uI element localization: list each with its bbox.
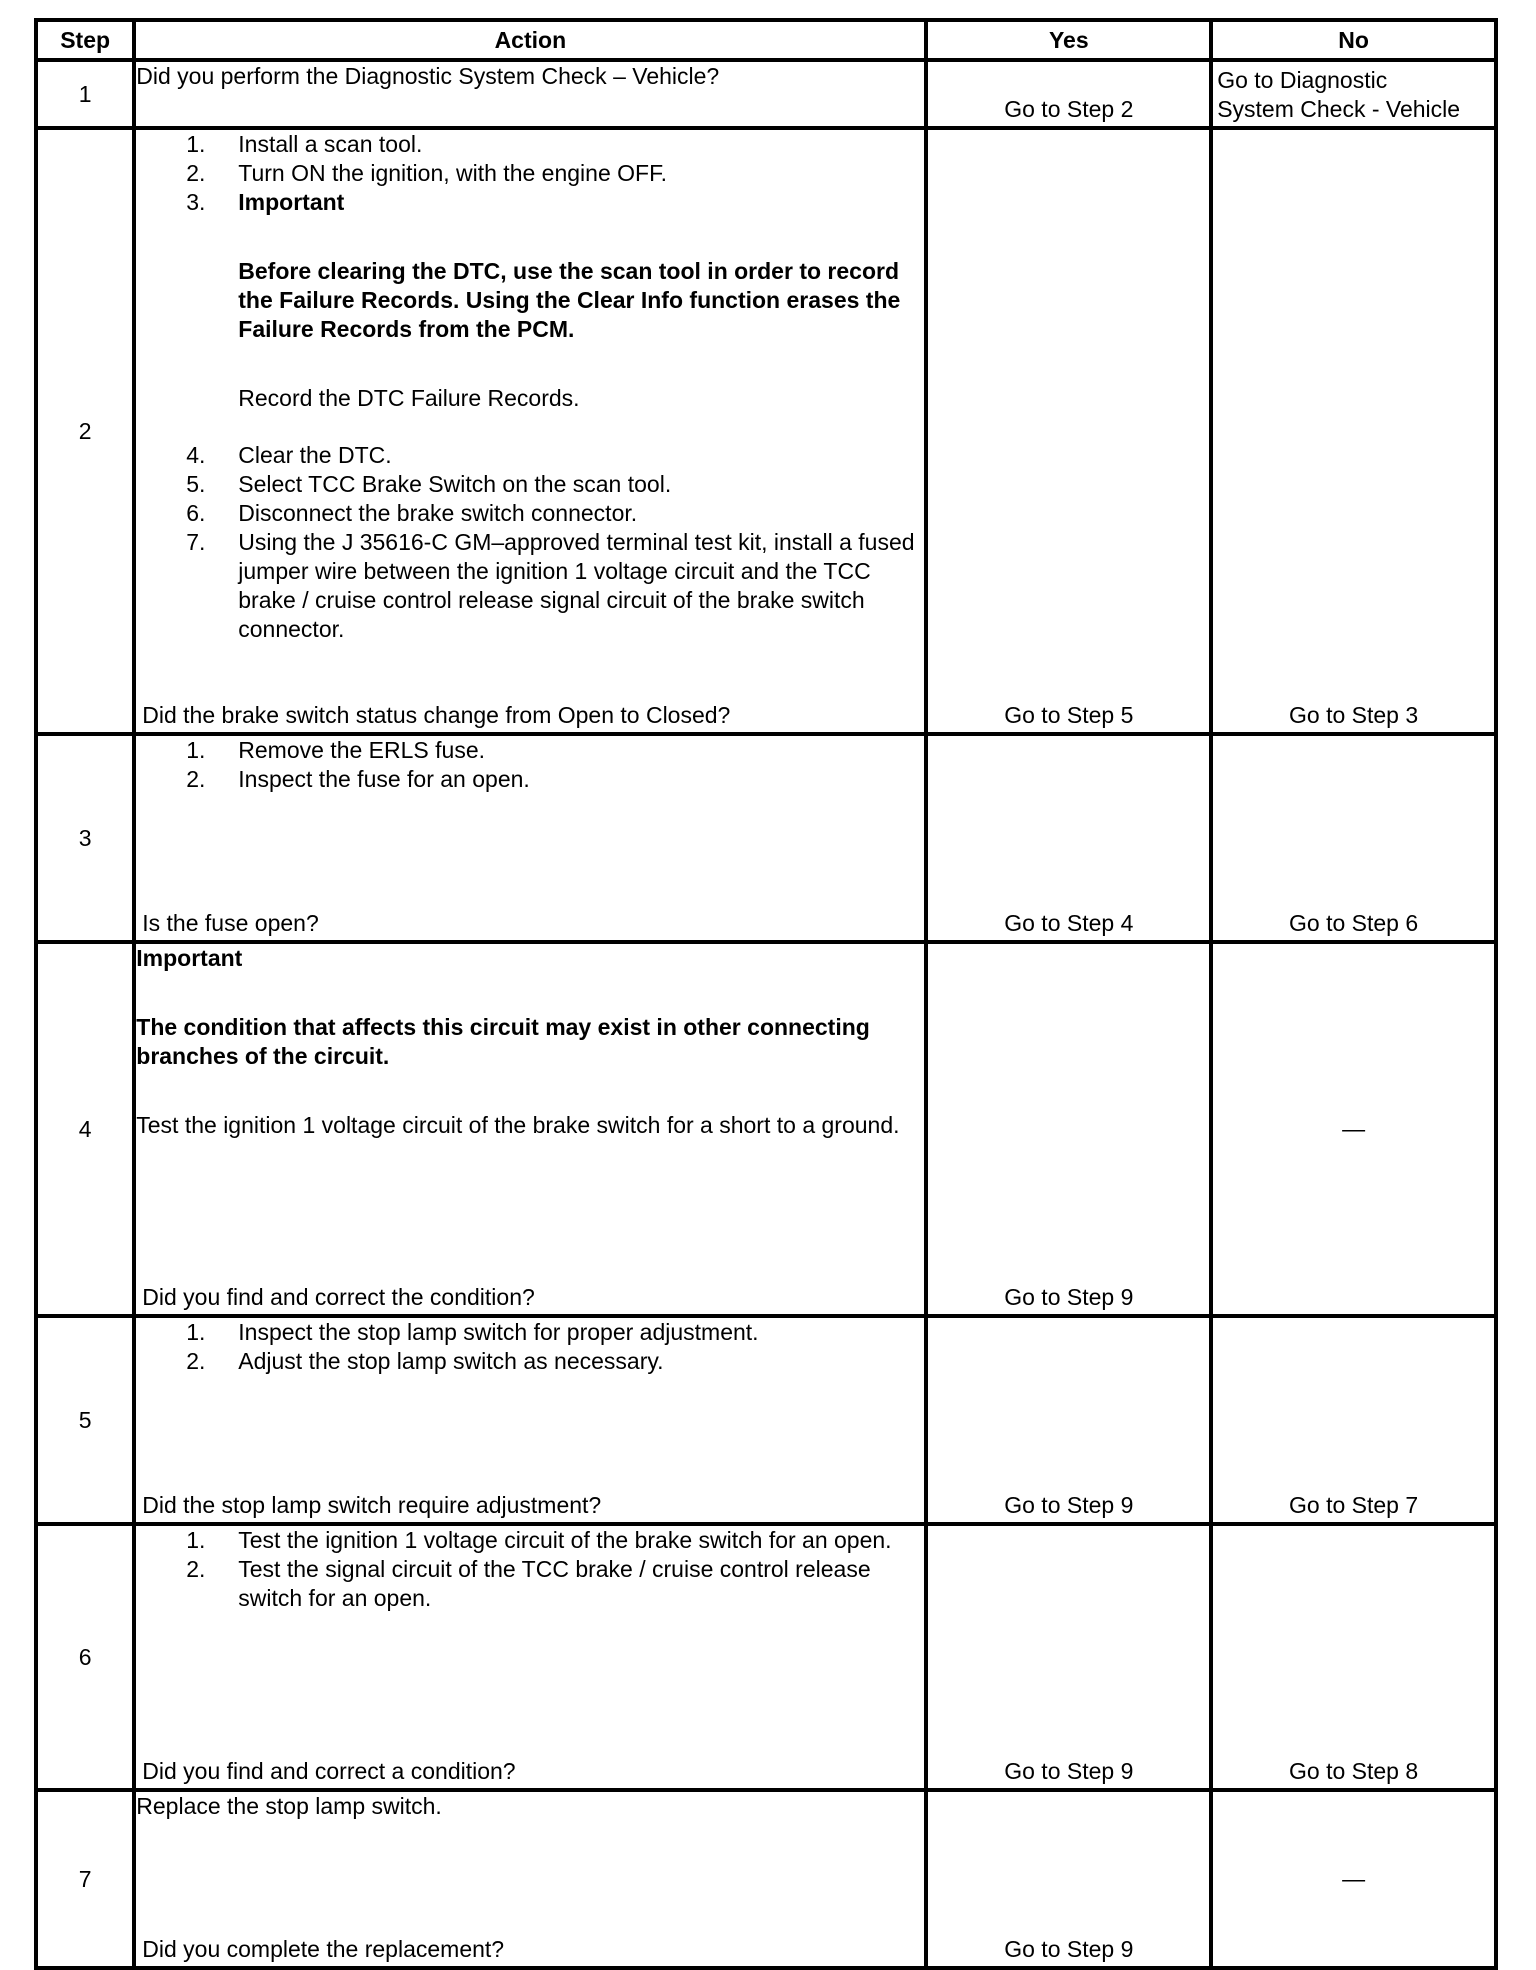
- yes-answer: Go to Step 9: [1004, 1284, 1134, 1310]
- action-cell: [134, 1524, 926, 1790]
- no-cell: [1211, 734, 1496, 942]
- list-number: 7.: [186, 529, 206, 555]
- list-item: [136, 1555, 924, 1613]
- list-number: 2.: [186, 766, 206, 792]
- list-item: [136, 441, 924, 470]
- action-question: Did you perform the Diagnostic System Check – Vehicle?: [136, 63, 720, 89]
- important-text: Before clearing the DTC, use the scan tool in order to record the Failure Records. Using the Clear Info function erases the Failure Records from the PCM.: [238, 258, 901, 342]
- header-step: Step: [36, 20, 134, 60]
- yes-answer: Go to Step 9: [1004, 1936, 1134, 1962]
- list-number: 5.: [186, 471, 206, 497]
- list-item: [136, 499, 924, 528]
- list-item: [136, 159, 924, 188]
- yes-answer: Go to Step 5: [1004, 702, 1134, 728]
- header-no: No: [1211, 20, 1496, 60]
- list-number: 1.: [186, 737, 206, 763]
- no-cell: [1211, 1316, 1496, 1524]
- action-body: Replace the stop lamp switch.: [136, 1793, 442, 1819]
- action-list: [136, 441, 924, 644]
- step-number: 2: [36, 128, 134, 734]
- no-answer-line2: System Check - Vehicle: [1217, 96, 1461, 122]
- yes-cell: [926, 128, 1211, 734]
- step-number: 6: [36, 1524, 134, 1790]
- no-answer: [1217, 66, 1460, 124]
- table-row: [36, 734, 1496, 942]
- list-item: [136, 1347, 924, 1376]
- list-text: Test the signal circuit of the TCC brake / cruise control release switch for an open.: [238, 1556, 871, 1611]
- header-action: Action: [134, 20, 926, 60]
- yes-cell: [926, 1790, 1211, 1968]
- list-text: Using the J 35616-C GM–approved terminal test kit, install a fused jumper wire between the ignition 1 voltage circuit and the TCC brake / cruise control release signal circuit of the brake switch connector.: [238, 529, 915, 642]
- action-question: Did the stop lamp switch require adjustment?: [142, 1492, 602, 1518]
- list-text: Inspect the fuse for an open.: [238, 766, 530, 792]
- list-number: 3.: [186, 189, 206, 215]
- action-question: Did you find and correct the condition?: [142, 1284, 535, 1310]
- action-cell: [134, 942, 926, 1316]
- yes-cell: [926, 1524, 1211, 1790]
- list-item: [136, 765, 924, 794]
- step-number: 4: [36, 942, 134, 1316]
- list-item: [136, 470, 924, 499]
- step-number: 3: [36, 734, 134, 942]
- list-text: Remove the ERLS fuse.: [238, 737, 485, 763]
- no-cell: [1211, 1524, 1496, 1790]
- table-row: [36, 942, 1496, 1316]
- no-cell: [1211, 128, 1496, 734]
- yes-answer: Go to Step 9: [1004, 1492, 1134, 1518]
- table-row: [36, 1316, 1496, 1524]
- yes-cell: [926, 734, 1211, 942]
- no-cell: [1211, 60, 1496, 128]
- step-number: 7: [36, 1790, 134, 1968]
- yes-cell: [926, 942, 1211, 1316]
- list-text: Inspect the stop lamp switch for proper adjustment.: [238, 1319, 759, 1345]
- no-answer: —: [1342, 1865, 1366, 1892]
- important-label: Important: [136, 945, 243, 971]
- action-cell: [134, 734, 926, 942]
- table-row: [36, 60, 1496, 128]
- table-row: [36, 1790, 1496, 1968]
- action-cell: [134, 60, 926, 128]
- yes-answer: Go to Step 4: [1004, 910, 1134, 936]
- list-text: Install a scan tool.: [238, 131, 423, 157]
- header-row: [36, 20, 1496, 60]
- action-question: Did you complete the replacement?: [142, 1936, 505, 1962]
- list-item: [136, 1526, 924, 1555]
- no-answer: Go to Step 3: [1289, 702, 1419, 728]
- list-text: Adjust the stop lamp switch as necessary.: [238, 1348, 664, 1374]
- action-body: Test the ignition 1 voltage circuit of the brake switch for a short to a ground.: [136, 1112, 900, 1138]
- table-row: [36, 1524, 1496, 1790]
- action-cell: [134, 1316, 926, 1524]
- yes-cell: [926, 1316, 1211, 1524]
- action-cell: [134, 128, 926, 734]
- action-list: [136, 1318, 924, 1376]
- step-number: 5: [36, 1316, 134, 1524]
- important-text: The condition that affects this circuit may exist in other connecting branches of the circuit.: [136, 1014, 870, 1069]
- list-item: [136, 736, 924, 765]
- yes-cell: [926, 60, 1211, 128]
- list-number: 2.: [186, 1348, 206, 1374]
- action-question: Did the brake switch status change from Open to Closed?: [142, 702, 731, 728]
- list-item: [136, 188, 924, 217]
- list-number: 1.: [186, 1527, 206, 1553]
- record-text: Record the DTC Failure Records.: [238, 385, 580, 411]
- list-number: 1.: [186, 131, 206, 157]
- action-list: [136, 1526, 924, 1613]
- list-number: 6.: [186, 500, 206, 526]
- list-number: 2.: [186, 1556, 206, 1582]
- action-list: [136, 736, 924, 794]
- list-text: Turn ON the ignition, with the engine OFF.: [238, 160, 667, 186]
- step-number: 1: [36, 60, 134, 128]
- no-answer: —: [1342, 1115, 1366, 1142]
- no-answer: Go to Step 6: [1289, 910, 1419, 936]
- no-cell: [1211, 1790, 1496, 1968]
- list-number: 1.: [186, 1319, 206, 1345]
- action-question: Is the fuse open?: [142, 910, 319, 936]
- no-answer: Go to Step 7: [1289, 1492, 1419, 1518]
- list-number: 4.: [186, 442, 206, 468]
- list-item: [136, 130, 924, 159]
- diagnostic-table: [34, 18, 1498, 1970]
- list-text: Clear the DTC.: [238, 442, 392, 468]
- yes-answer: Go to Step 9: [1004, 1758, 1134, 1784]
- list-number: 2.: [186, 160, 206, 186]
- header-yes: Yes: [926, 20, 1211, 60]
- list-text: Select TCC Brake Switch on the scan tool.: [238, 471, 672, 497]
- action-list: [136, 130, 924, 217]
- no-answer-line1: Go to Diagnostic: [1217, 67, 1388, 93]
- no-answer: Go to Step 8: [1289, 1758, 1419, 1784]
- action-cell: [134, 1790, 926, 1968]
- yes-answer: Go to Step 2: [1004, 96, 1134, 122]
- list-text: Disconnect the brake switch connector.: [238, 500, 638, 526]
- list-item: [136, 1318, 924, 1347]
- list-item: [136, 528, 924, 644]
- important-label: Important: [238, 189, 345, 215]
- no-cell: [1211, 942, 1496, 1316]
- table-row: [36, 128, 1496, 734]
- action-question: Did you find and correct a condition?: [142, 1758, 516, 1784]
- list-text: Test the ignition 1 voltage circuit of the brake switch for an open.: [238, 1527, 892, 1553]
